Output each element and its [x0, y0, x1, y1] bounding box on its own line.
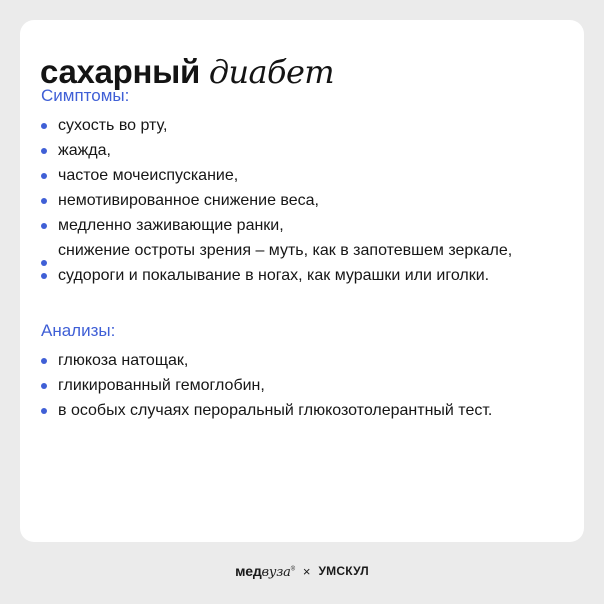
list-item [41, 398, 578, 423]
brand-logo-umskul: УМСКУЛ [318, 564, 369, 578]
list-item-text: жажда, [58, 142, 111, 159]
list-item [41, 373, 578, 398]
brand-1-italic: вуза [261, 564, 291, 580]
list-item [41, 138, 578, 163]
list-item [41, 213, 578, 238]
brand-1-prefix: мед [235, 562, 262, 579]
symptoms-list [41, 113, 578, 288]
title-italic: диабет [208, 53, 335, 91]
list-item-text: судороги и покалывание в ногах, как мурашки или иголки. [58, 267, 490, 284]
bullet-icon [41, 198, 47, 204]
list-item-text: гликированный гемоглобин, [58, 377, 265, 394]
bullet-icon [41, 358, 47, 364]
footer [0, 556, 604, 586]
analyses-heading: Анализы: [41, 321, 116, 340]
list-item [41, 348, 578, 373]
list-item-text: частое мочеиспускание, [58, 167, 239, 184]
bullet-icon [41, 148, 47, 154]
list-item-text: глюкоза натощак, [58, 352, 189, 369]
list-item [41, 238, 528, 263]
title-main: сахарный [40, 53, 200, 90]
bullet-icon [41, 173, 47, 179]
list-item [41, 188, 578, 213]
registered-mark: ® [290, 565, 295, 572]
symptoms-heading: Симптомы: [41, 86, 130, 105]
bullet-icon [41, 273, 47, 279]
list-item-text: сухость во рту, [58, 117, 168, 134]
list-item-text: немотивированное снижение веса, [58, 192, 319, 209]
bullet-icon [41, 123, 47, 129]
bullet-icon [41, 223, 47, 229]
bullet-icon [41, 408, 47, 414]
content-card [20, 20, 584, 542]
list-item-text: медленно заживающие ранки, [58, 217, 284, 234]
list-item [41, 113, 578, 138]
list-item-text: в особых случаях пероральный глюкозотолерантный тест. [58, 402, 493, 419]
analyses-list [41, 348, 578, 423]
brand-logo-medvuza [235, 563, 295, 580]
list-item [41, 163, 578, 188]
list-item [41, 263, 578, 288]
cross-separator: × [302, 563, 311, 579]
bullet-icon [41, 383, 47, 389]
list-item-text: снижение остроты зрения – муть, как в запотевшем зеркале, [58, 242, 513, 259]
